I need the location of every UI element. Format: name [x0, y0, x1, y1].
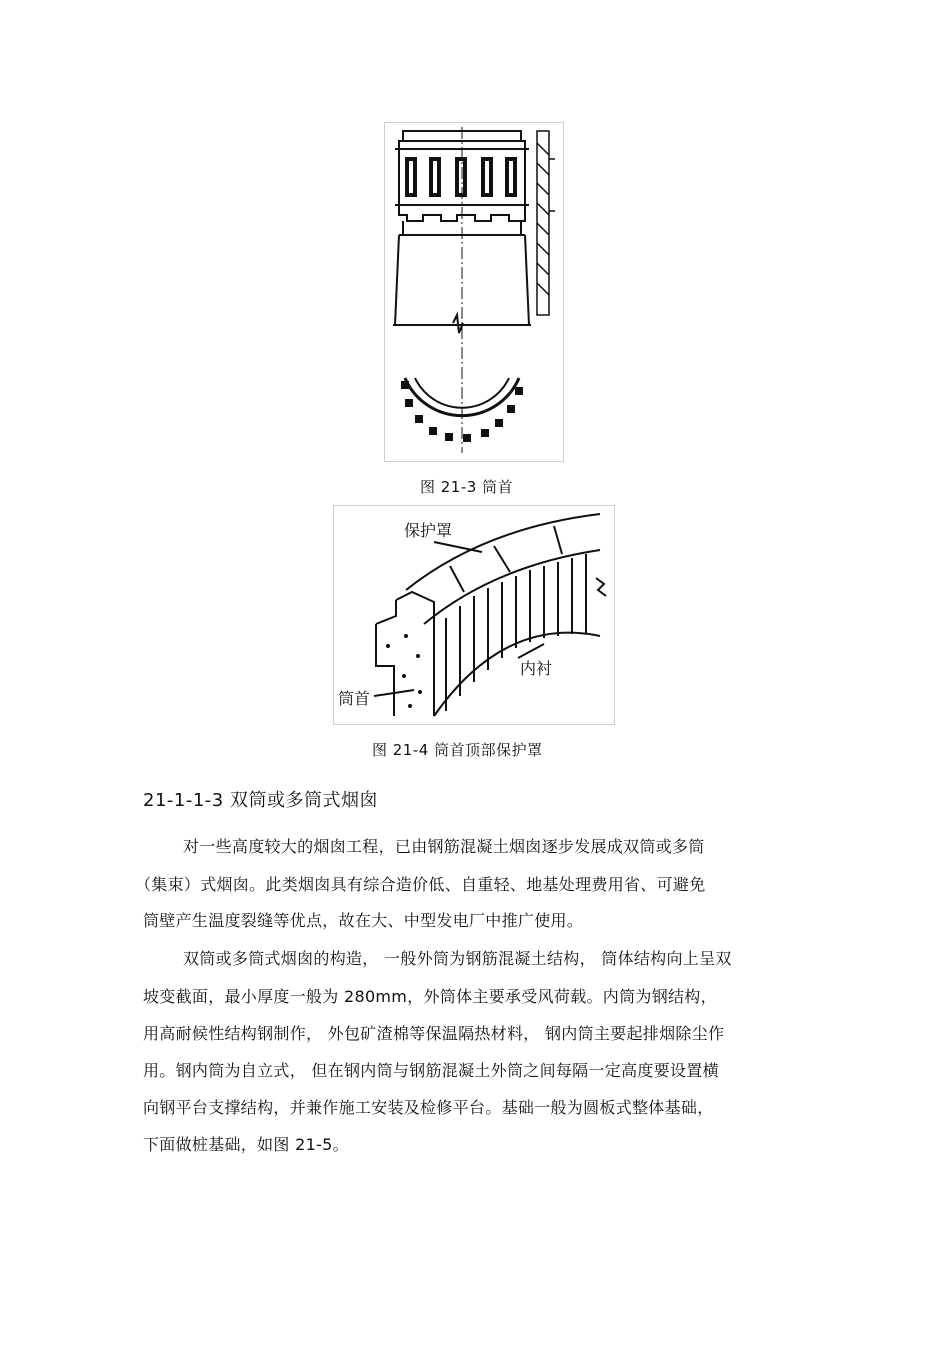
paragraph-2-line-4: 用。钢内筒为自立式， 但在钢内筒与钢筋混凝土外筒之间每隔一定高度要设置横: [143, 1061, 719, 1080]
section-heading: 21-1-1-3 双筒或多筒式烟囱: [143, 790, 378, 811]
label-head: 筒首: [338, 689, 371, 708]
protective-cover-drawing: [334, 506, 614, 724]
label-lining: 内衬: [520, 659, 553, 678]
paragraph-1-line-2: （集束）式烟囱。此类烟囱具有综合造价低、自重轻、地基处理费用省、可避免: [135, 875, 706, 894]
figure-caption-21-4: 图 21-4 筒首顶部保护罩: [372, 741, 543, 759]
paragraph-2-line-6: 下面做桩基础，如图 21-5。: [143, 1135, 349, 1154]
figure-chimney-head: [384, 122, 564, 462]
paragraph-2-line-1: 双筒或多筒式烟囱的构造， 一般外筒为钢筋混凝土结构， 筒体结构向上呈双: [183, 949, 732, 968]
paragraph-1-line-3: 筒壁产生温度裂缝等优点，故在大、中型发电厂中推广使用。: [143, 911, 584, 930]
figure-caption-21-3: 图 21-3 筒首: [420, 478, 514, 496]
paragraph-2-line-3: 用高耐候性结构钢制作， 外包矿渣棉等保温隔热材料， 钢内筒主要起排烟除尘作: [143, 1024, 725, 1043]
figure-protective-cover: [333, 505, 615, 725]
paragraph-2-line-5: 向钢平台支撑结构，并兼作施工安装及检修平台。基础一般为圆板式整体基础，: [143, 1098, 714, 1117]
label-cover: 保护罩: [404, 521, 453, 540]
chimney-head-drawing: [385, 123, 563, 461]
paragraph-1-line-1: 对一些高度较大的烟囱工程，已由钢筋混凝土烟囱逐步发展成双筒或多筒: [183, 837, 705, 856]
paragraph-2-line-2: 坡变截面，最小厚度一般为 280mm，外筒体主要承受风荷载。内筒为钢结构，: [143, 987, 717, 1006]
